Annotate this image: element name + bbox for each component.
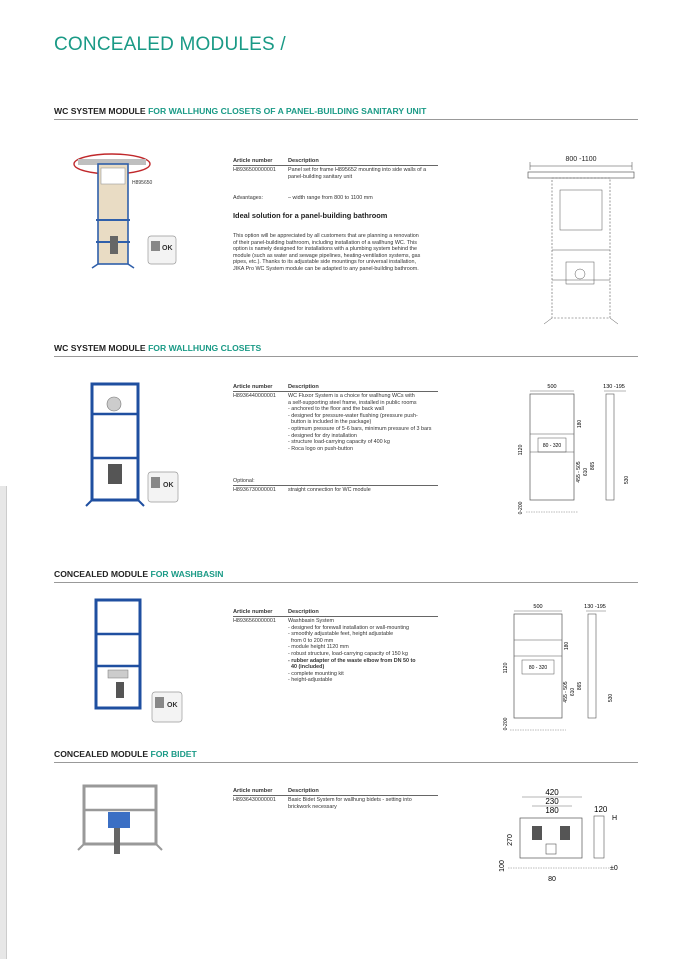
dimension-label: 130 -195	[584, 604, 606, 610]
description-line: a self-supporting steel frame, installed in public rooms	[288, 399, 417, 406]
washbasin-module-photo	[88, 596, 188, 726]
ideal-solution-heading: Ideal solution for a panel-building bathroom	[233, 211, 388, 220]
dimension-label: 500	[547, 384, 557, 390]
advantages-label: Advantages:	[233, 195, 263, 201]
section-heading-dark: CONCEALED MODULE	[54, 749, 151, 759]
dimension-label: 130 -195	[603, 384, 625, 390]
ok-label: OK	[162, 245, 173, 252]
dimension-label: 420	[545, 788, 559, 797]
section-divider	[54, 356, 638, 357]
section-heading-accent: FOR WALLHUNG CLOSETS OF A PANEL-BUILDING SANITARY UNIT	[148, 106, 427, 116]
description-line: WC Fluxor System is a choice for wallhung WCs with	[288, 393, 415, 399]
dimension-label: 1120	[518, 444, 524, 456]
dimension-label: 500	[533, 604, 543, 610]
section-heading-panel-building	[54, 106, 426, 116]
frame-outline	[552, 178, 610, 318]
description-line: - designed for dry installation	[288, 432, 357, 439]
paragraph-line: of their panel-building bathroom, including installation of a wallhung WC. This	[233, 239, 417, 246]
dimension-label: 530	[624, 475, 630, 485]
section-divider	[54, 762, 638, 763]
dimension-label: H	[612, 815, 618, 822]
col-header-article: Article number	[233, 609, 273, 615]
section-heading-accent: FOR BIDET	[150, 749, 197, 759]
spec-table-washbasin	[233, 609, 443, 709]
section-heading-accent: FOR WALLHUNG CLOSETS	[148, 343, 262, 353]
ok-label: OK	[163, 482, 174, 489]
col-header-description: Description	[288, 384, 319, 390]
article-number: H8936440000001	[233, 393, 276, 399]
col-header-description: Description	[288, 788, 319, 794]
article-number: H8936430000001	[233, 797, 276, 803]
section-heading-bidet	[54, 749, 197, 759]
dimension-label: 610	[570, 687, 576, 697]
description-line: - structure load-carrying capacity of 400 kg	[288, 439, 390, 446]
optional-label: Optional:	[233, 478, 255, 484]
section-heading-dark: WC SYSTEM MODULE	[54, 106, 149, 116]
dimension-label: 800 -1100	[565, 156, 597, 163]
dimension-label: 455 - 505	[563, 681, 569, 703]
spec-table-bidet	[233, 788, 443, 828]
description-line: brickwork necessary	[288, 803, 337, 810]
technical-drawing-bidet	[494, 786, 634, 886]
flush-valve	[107, 397, 121, 411]
description-line: - designed for pressure-water flushing (pressure push-	[288, 412, 418, 419]
description-line-bold: 40 (included)	[288, 664, 325, 671]
ok-badge-icon	[155, 697, 164, 708]
page-title: CONCEALED MODULES /	[54, 34, 286, 55]
dimension-label: 120	[594, 805, 608, 814]
description-line: - height-adjustable	[288, 677, 333, 684]
dimension-label: ±0	[610, 865, 618, 872]
dimension-label: 80 - 320	[528, 665, 548, 671]
drain-pipe	[116, 682, 124, 698]
bidet-module-photo	[70, 776, 170, 872]
description-line: Basic Bidet System for wallhung bidets - setting into	[288, 797, 412, 803]
description-line: Panel set for frame H895652 mounting into side walls of a	[288, 167, 427, 173]
wc-module-panel-photo	[72, 150, 182, 280]
description-line: - robust structure, load-carrying capacity of 150 kg	[288, 651, 408, 657]
section-heading-washbasin	[54, 569, 224, 579]
table-rule	[233, 391, 438, 392]
drain-pipe	[110, 236, 118, 254]
table-rule	[233, 485, 438, 486]
paragraph-line: JIKA Pro WC System module can be adapted to any panel-building bathroom.	[233, 266, 419, 272]
dimension-label: 180	[577, 419, 583, 429]
description-line: - smoothly adjustable feet, height adjustable	[288, 631, 394, 638]
drain-pipe	[108, 464, 122, 484]
col-header-article: Article number	[233, 788, 273, 794]
description-line: - module height 1120 mm	[288, 644, 349, 651]
cistern	[101, 168, 125, 184]
section-heading-dark: CONCEALED MODULE	[54, 569, 151, 579]
dimension-label: 0-200	[503, 717, 509, 731]
dimension-label: 865	[590, 461, 596, 471]
col-header-article: Article number	[233, 158, 273, 164]
mixer-body	[108, 812, 130, 828]
wc-fluxor-module-photo	[84, 380, 184, 510]
table-rule	[233, 165, 438, 166]
ok-badge-icon	[151, 241, 160, 251]
frame-outline	[520, 818, 582, 858]
technical-drawing-washbasin	[500, 600, 638, 740]
dimension-label: 100	[499, 860, 506, 872]
description-line: Washbasin System	[288, 618, 334, 624]
dimension-label: 230	[545, 797, 559, 806]
page-edge-tab	[0, 486, 7, 959]
dimension-label: 180	[545, 806, 559, 815]
description-line: straight connection for WC module	[288, 487, 371, 493]
ok-label: OK	[167, 702, 178, 709]
drain-pipe	[114, 828, 120, 854]
section-heading-dark: WC SYSTEM MODULE	[54, 343, 149, 353]
table-rule	[233, 616, 438, 617]
description-line: - designed for forewall installation or wall-mounting	[288, 624, 410, 631]
dimension-label: 1120	[503, 662, 509, 674]
col-header-article: Article number	[233, 384, 273, 390]
description-line: - complete mounting kit	[288, 670, 344, 677]
technical-drawing-wallhung	[512, 380, 638, 520]
advantages-text: – width range from 800 to 1100 mm	[288, 195, 373, 201]
dimension-label: 610	[583, 467, 589, 477]
paragraph-line: module (such as water and sewage pipelines, heating-ventilation systems, gas	[233, 252, 421, 259]
section-divider	[54, 119, 638, 120]
table-rule	[233, 795, 438, 796]
paragraph-line: pipes, etc.). Thanks to its adjustable side mountings for universal installation,	[233, 259, 416, 266]
dimension-label: 865	[577, 681, 583, 691]
description-line-bold: - rubber adapter of the waste elbow from DN 50 to	[288, 657, 416, 664]
dimension-label: 530	[608, 693, 614, 703]
article-number: H8936500000001	[233, 167, 276, 173]
spec-table-wallhung	[233, 384, 443, 504]
description-line: - anchored to the floor and the back wall	[288, 406, 384, 413]
dimension-label: 455 - 505	[576, 461, 582, 483]
article-number: H8936730000001	[233, 487, 276, 493]
paragraph-line: option is namely designed for installations with a plumbing system behind the	[233, 246, 417, 253]
technical-drawing-panel-building	[522, 150, 640, 330]
dimension-label: 80 - 320	[542, 443, 562, 449]
section-heading-wallhung	[54, 343, 261, 353]
col-header-description: Description	[288, 609, 319, 615]
dimension-label: 80	[548, 876, 556, 883]
dimension-label: 180	[564, 641, 570, 651]
article-number: H8936560000001	[233, 618, 276, 624]
paragraph-line: This option will be appreciated by all customers that are planning a renovation	[233, 233, 419, 239]
spec-table-panel-building	[233, 158, 443, 288]
description-line: - Roca logo on push-button	[288, 445, 354, 452]
description-line: from 0 to 200 mm	[288, 637, 334, 644]
section-heading-accent: FOR WASHBASIN	[150, 569, 224, 579]
dimension-label: 270	[507, 834, 514, 846]
col-header-description: Description	[288, 158, 319, 164]
ok-badge-icon	[151, 477, 160, 488]
section-divider	[54, 582, 638, 583]
photo-label: H895650	[132, 180, 153, 186]
description-line: button is included in the package)	[288, 419, 372, 426]
dimension-label: 0-200	[518, 501, 524, 515]
description-line: - optimum pressure of 5-6 bars, minimum pressure of 3 bars	[288, 426, 432, 432]
description-line: panel-building sanitary unit	[288, 173, 353, 180]
